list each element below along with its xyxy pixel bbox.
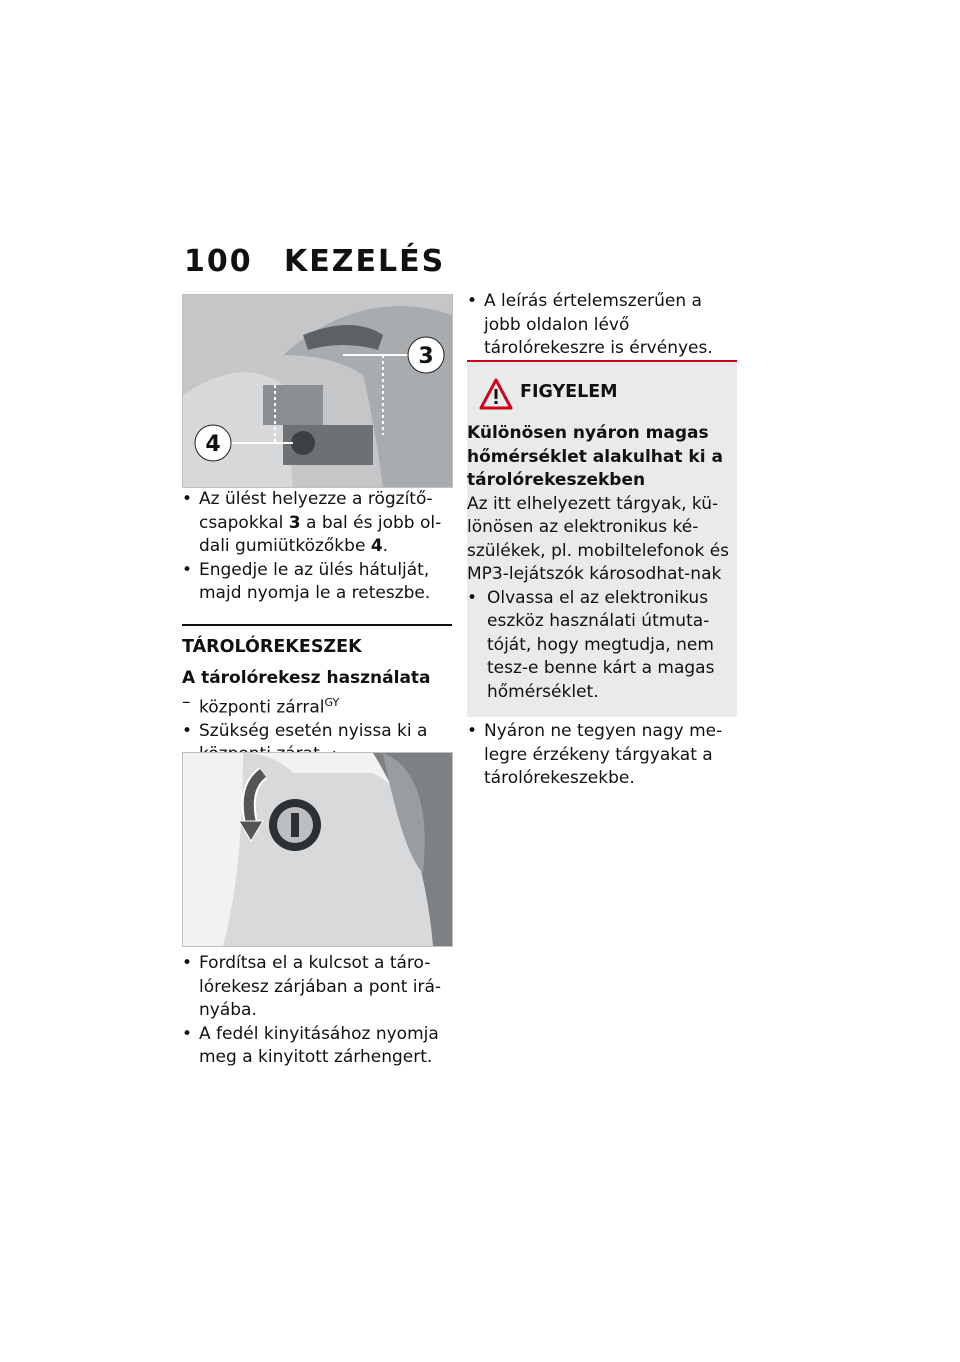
right-column-top bbox=[467, 290, 737, 361]
chapter-title: KEZELÉS bbox=[284, 244, 446, 279]
ref-number: 3 bbox=[288, 512, 301, 533]
list-item bbox=[467, 290, 737, 361]
bullet-text: Olvassa el az elektronikus eszköz használati útmuta-tóját, hogy megtudja, nem tesz-e benne kárt a magas hőmérséklet. bbox=[487, 587, 715, 702]
bullet-text: Engedje le az ülés hátulját, majd nyomja le a reteszbe. bbox=[199, 559, 431, 603]
seat-illustration bbox=[182, 294, 453, 488]
bullet-dot: • bbox=[182, 559, 193, 580]
ref-number: 4 bbox=[370, 536, 383, 556]
dash-marker: – bbox=[182, 691, 191, 712]
list-item bbox=[182, 952, 452, 1023]
seat-illustration-graphic bbox=[183, 295, 452, 487]
list-item bbox=[182, 559, 452, 606]
callout-4: 4 bbox=[205, 432, 221, 457]
warning-label: FIGYELEM bbox=[520, 382, 618, 402]
bullet-text: Nyáron ne tegyen nagy me-legre érzékeny tárgyakat a tárolórekeszekbe. bbox=[484, 721, 723, 788]
bullet-dot: • bbox=[467, 721, 478, 741]
warning-triangle-icon bbox=[479, 378, 513, 410]
bullet-text: Szükség esetén nyissa ki a bbox=[199, 720, 428, 741]
bullet-dot: • bbox=[467, 587, 478, 608]
left-column-top bbox=[182, 488, 452, 768]
warning-box bbox=[467, 360, 737, 717]
warning-text: Az itt elhelyezett tárgyak, kü-lönösen az elektronikus ké-szülékek, pl. mobiltelefonok és MP3-lejátszók károsodhat-nak bbox=[467, 493, 730, 584]
bullet-dot: • bbox=[182, 953, 193, 973]
right-column-bottom bbox=[467, 720, 737, 791]
subsection-title: A tárolórekesz használata bbox=[182, 668, 431, 688]
left-column-bottom bbox=[182, 952, 452, 1070]
bullet-dot: • bbox=[467, 291, 478, 311]
lock-illustration-graphic bbox=[183, 753, 452, 946]
bullet-text: a bal és jobb ol-dali gumiütközőkbe bbox=[199, 512, 442, 556]
list-item bbox=[467, 587, 737, 705]
list-item bbox=[182, 691, 452, 720]
warning-content bbox=[467, 422, 737, 704]
list-item bbox=[182, 488, 452, 559]
bullet-dot: • bbox=[182, 720, 193, 741]
list-item bbox=[467, 720, 737, 791]
equipment-code: GY bbox=[324, 695, 340, 709]
dash-text: központi zárral bbox=[199, 697, 325, 718]
bullet-text: A fedél kinyitásához nyomja meg a kinyitott zárhengert. bbox=[199, 1023, 439, 1067]
bullet-text: A leírás értelemszerűen a jobb oldalon lévő tárolórekeszre is érvényes. bbox=[484, 291, 713, 358]
bullet-text: Az ülést helyezze a rögzítő-csapokkal bbox=[199, 489, 433, 533]
section-title: TÁROLÓREKESZEK bbox=[182, 624, 452, 660]
bullet-dot: • bbox=[182, 1023, 193, 1044]
bullet-text: Fordítsa el a kulcsot a táro-lórekesz zárjában a pont irá-nyába. bbox=[199, 953, 442, 1020]
warning-heading: Különösen nyáron magas hőmérséklet alakulhat ki a tárolórekeszekben bbox=[467, 423, 723, 490]
list-item bbox=[182, 1023, 452, 1070]
bullet-dot: • bbox=[182, 489, 193, 509]
callout-3: 3 bbox=[418, 344, 434, 369]
page-number: 100 bbox=[184, 244, 253, 279]
lock-illustration bbox=[182, 752, 453, 947]
bullet-text: . bbox=[382, 536, 389, 556]
